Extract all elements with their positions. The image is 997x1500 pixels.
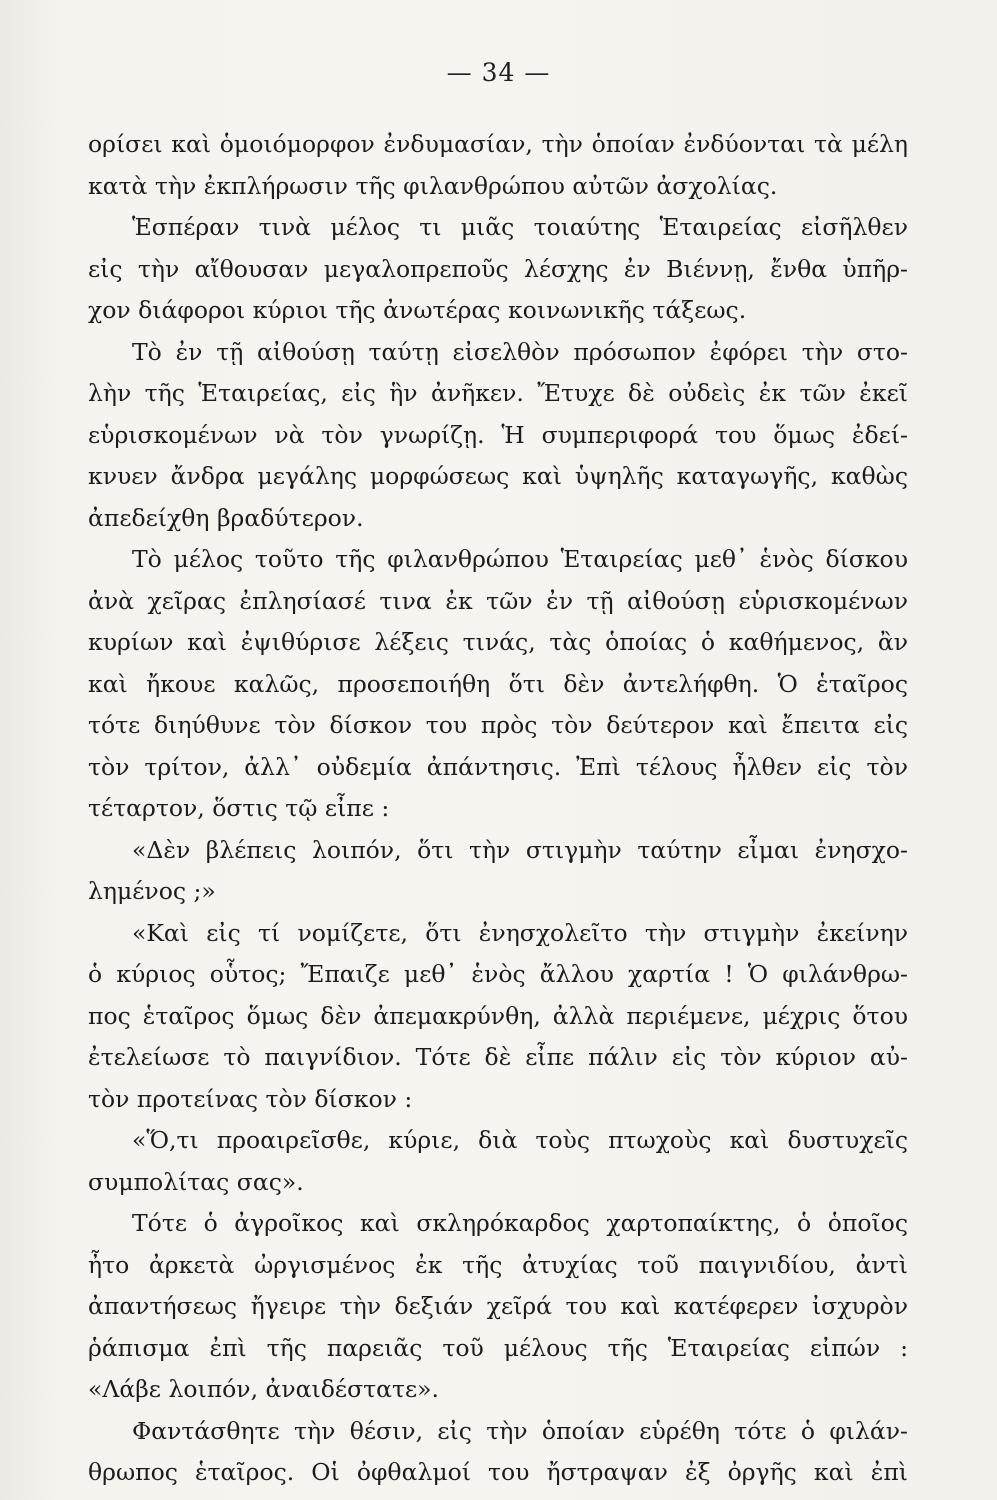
text-line: Τὸ μέλος τοῦτο τῆς φιλανθρώπου Ἑταιρείας μεθ᾽ ἑνὸς δίσκου: [132, 545, 908, 573]
text-line: ὁ κύριος οὗτος; Ἔπαιζε μεθ᾽ ἑνὸς ἄλλου χαρτία ! Ὁ φιλάνθρω-: [88, 960, 908, 988]
text-line: Τὸ ἐν τῇ αἰθούσῃ ταύτῃ εἰσελθὸν πρόσωπον ἐφόρει τὴν στο-: [132, 337, 908, 366]
body-text: [88, 124, 908, 1494]
text-line: «Καὶ εἰς τί νομίζετε, ὅτι ἐνησχολεῖτο τὴν στιγμὴν ἐκείνην: [132, 918, 908, 947]
text-line: «Λάβε λοιπόν, ἀναιδέστατε».: [88, 1375, 440, 1403]
text-line: ἀπεδείχθη βραδύτερον.: [88, 503, 364, 532]
text-line: «Δὲν βλέπεις λοιπόν, ὅτι τὴν στιγμὴν ταύτην εἶμαι ἐνησχο-: [132, 835, 908, 864]
text-line: ορίσει καὶ ὁμοιόμορφον ἐνδυμασίαν, τὴν ὁποίαν ἐνδύονται τὰ μέλη: [88, 130, 908, 158]
text-line: κνυεν ἄνδρα μεγάλης μορφώσεως καὶ ὑψηλῆς καταγωγῆς, καθὼς: [88, 462, 908, 490]
text-line: τὸν τρίτον, ἀλλ᾽ οὐδεμία ἀπάντησις. Ἐπὶ τέλους ἦλθεν εἰς τὸν: [88, 752, 908, 781]
text-line: ἦτο ἀρκετὰ ὠργισμένος ἐκ τῆς ἀτυχίας τοῦ παιγνιδίου, ἀντὶ: [88, 1250, 908, 1279]
text-line: ἀνὰ χεῖρας ἐπλησίασέ τινα ἐκ τῶν ἐν τῇ αἰθούσῃ εὑρισκομένων: [88, 586, 908, 615]
text-line: Ἑσπέραν τινὰ μέλος τι μιᾶς τοιαύτης Ἑταιρείας εἰσῆλθεν: [132, 213, 908, 241]
text-line: εὑρισκομένων νὰ τὸν γνωρίζῃ. Ἡ συμπεριφορά του ὅμως ἐδεί-: [88, 420, 908, 449]
text-line: τέταρτον, ὅστις τῷ εἶπε :: [88, 794, 390, 822]
text-line: «Ὅ,τι προαιρεῖσθε, κύριε, διὰ τοὺς πτωχοὺς καὶ δυστυχεῖς: [132, 1126, 908, 1154]
text-line: τότε διηύθυνε τὸν δίσκον του πρὸς τὸν δεύτερον καὶ ἔπειτα εἰς: [88, 711, 908, 739]
text-line: συμπολίτας σας».: [88, 1167, 304, 1196]
text-line: κατὰ τὴν ἐκπλήρωσιν τῆς φιλανθρώπου αὐτῶν ἀσχολίας.: [88, 171, 778, 200]
text-line: λὴν τῆς Ἑταιρείας, εἰς ἣν ἀνῆκεν. Ἔτυχε δὲ οὐδεὶς ἐκ τῶν ἐκεῖ: [88, 379, 908, 407]
text-line: Τότε ὁ ἀγροῖκος καὶ σκληρόκαρδος χαρτοπαίκτης, ὁ ὁποῖος: [132, 1209, 908, 1237]
text-line: τὸν προτείνας τὸν δίσκον :: [88, 1084, 413, 1113]
text-line: κυρίων καὶ ἐψιθύρισε λέξεις τινάς, τὰς ὁποίας ὁ καθήμενος, ἂν: [88, 628, 908, 656]
text-line: θρωπος ἑταῖρος. Οἱ ὀφθαλμοί του ἤστραψαν ἐξ ὀργῆς καὶ ἐπὶ: [88, 1458, 908, 1486]
text-line: καὶ ἤκουε καλῶς, προσεποιήθη ὅτι δὲν ἀντελήφθη. Ὁ ἑταῖρος: [88, 669, 908, 698]
text-line: λημένος ;»: [88, 877, 216, 905]
text-line: πος ἑταῖρος ὅμως δὲν ἀπεμακρύνθη, ἀλλὰ περιέμενε, μέχρις ὅτου: [88, 1001, 908, 1030]
text-line: ῥάπισμα ἐπὶ τῆς παρειᾶς τοῦ μέλους τῆς Ἑταιρείας εἰπών :: [88, 1333, 908, 1362]
text-line: χον διάφοροι κύριοι τῆς ἀνωτέρας κοινωνικῆς τάξεως.: [88, 296, 747, 324]
text-line: Φαντάσθητε τὴν θέσιν, εἰς τὴν ὁποίαν εὑρέθη τότε ὁ φιλάν-: [132, 1416, 908, 1445]
text-line: ἀπαντήσεως ἤγειρε τὴν δεξιάν χεῖρά του καὶ κατέφερεν ἰσχυρὸν: [88, 1292, 908, 1320]
text-line: ἐτελείωσε τὸ παιγνίδιον. Τότε δὲ εἶπε πάλιν εἰς τὸν κύριον αὐ-: [88, 1043, 908, 1071]
page-number: — 34 —: [446, 58, 551, 87]
text-line: εἰς τὴν αἴθουσαν μεγαλοπρεποῦς λέσχης ἐν Βιέννῃ, ἔνθα ὑπῆρ-: [88, 254, 908, 283]
